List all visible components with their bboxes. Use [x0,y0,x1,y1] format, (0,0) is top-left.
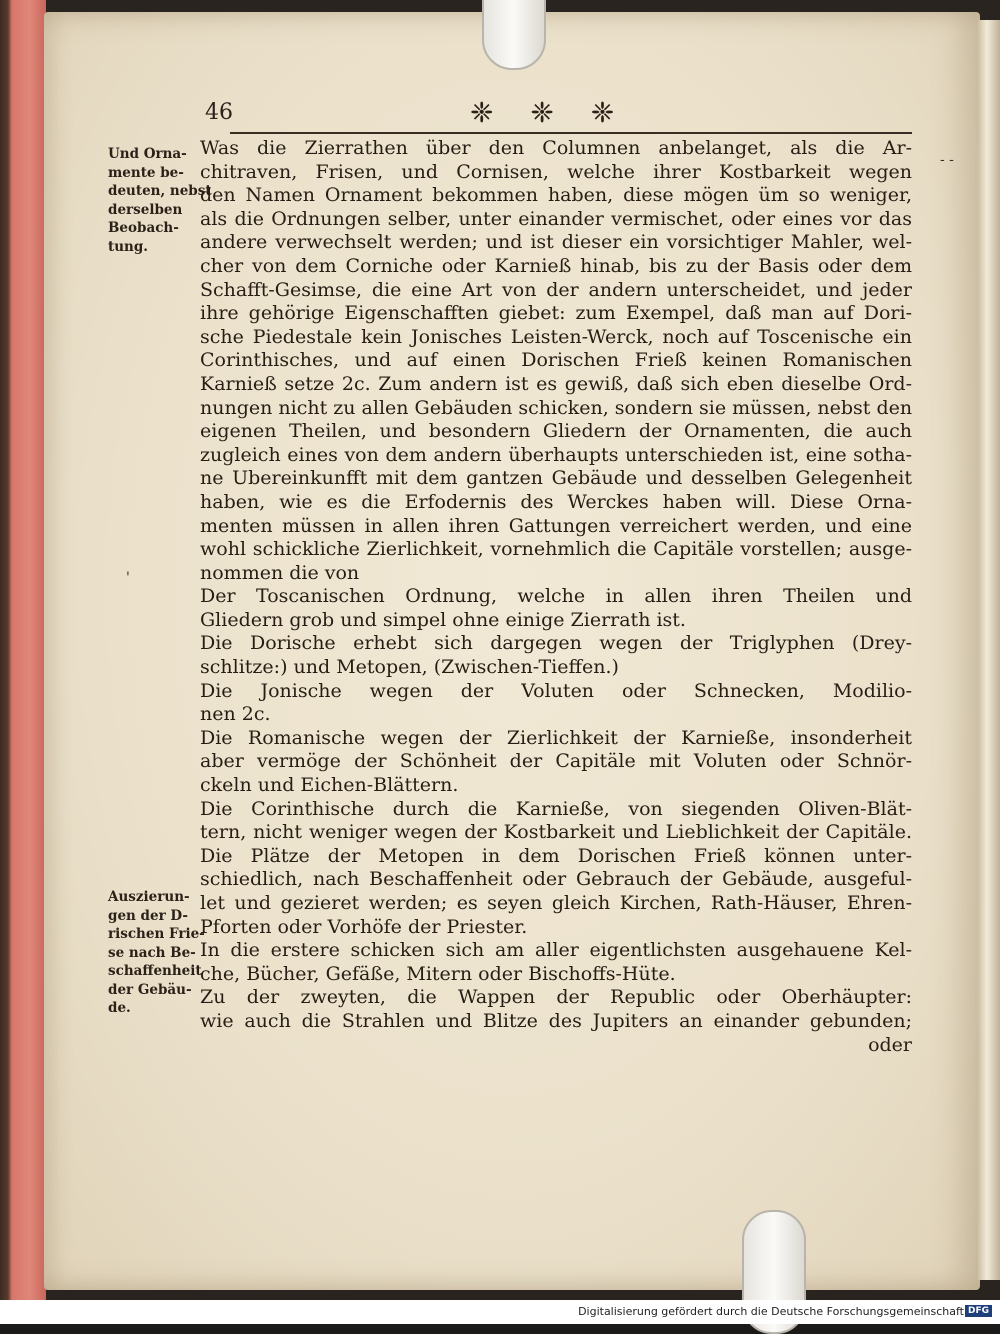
margin-note-doric-frieze [108,888,206,1018]
text-line: cher von dem Corniche oder Karnieß hinab, bis zu der Basis oder dem [200,254,912,277]
text-line: nungen nicht zu allen Gebäuden schicken, sondern sie müssen, nebst den [200,396,912,419]
margin-note-line: gen der D- [108,907,188,924]
header-rule [230,132,912,134]
text-line: Die Corinthische durch die Karnieße, von siegenden Oliven-Blät- [200,797,912,820]
text-line: nommen die von [200,561,360,584]
text-line: wohl schickliche Zierlichkeit, vornehmlich die Capitäle vorstellen; ausge- [200,538,912,561]
margin-note-line: tung. [108,238,149,255]
text-line: let und gezieret werden; es seyen gleich Kirchen, Rath-Häuser, Ehren- [200,892,912,914]
text-line: ihre gehörige Eigenschafften giebet: zum Exempel, daß man auf Dori- [200,302,912,325]
margin-note-line: schaffenheit [108,963,202,979]
text-line: als die Ordnungen selber, unter einander vermischet, oder eines vor das [200,207,912,230]
page-clip-top [482,0,546,70]
header-ornament: ❈ ❈ ❈ [470,96,629,129]
margin-note-line: mente be- [108,164,184,181]
text-line: Der Toscanischen Ordnung, welche in allen ihren Theilen und [200,585,912,608]
margin-note-line: de. [108,1000,131,1016]
text-line: Corinthisches, und auf einen Dorischen Frieß keinen Romanischen [200,349,912,372]
edge-mark: - - [940,152,954,168]
text-line: Gliedern grob und simpel ohne einige Zierrath ist. [200,608,686,631]
text-line: wie auch die Strahlen und Blitze des Jupiters an einander gebunden; [200,1009,912,1032]
text-line: haben, wie es die Erfodernis des Werckes haben will. Diese Orna- [200,490,912,513]
text-line: menten müssen in allen ihren Gattungen verreichert werden, und eine [200,514,912,537]
text-line: Die Jonische wegen der Voluten oder Schnecken, Modilio- [200,679,912,702]
text-line: Die Dorische erhebt sich dargegen wegen der Triglyphen (Drey- [200,632,912,655]
text-line: Schafft-Gesimse, die eine Art von der andern unterscheidet, und jeder [200,278,912,301]
text-line: den Namen Ornament bekommen haben, diese mögen üm so weniger, [200,184,912,207]
text-line: ne Ubereinkunfft mit dem gantzen Gebäude und desselben Gelegenheit [200,467,912,490]
page-stack-edge [978,20,1000,1280]
text-line: ckeln und Eichen-Blättern. [200,774,459,797]
text-line: nen 2c. [200,703,271,726]
text-line: andere verwechselt werden; und ist dieser ein vorsichtiger Mahler, wel- [200,231,912,254]
margin-note-line: deuten, nebst [108,183,212,199]
footer-credit: Digitalisierung gefördert durch die Deutsche Forschungsgemeinschaft [578,1305,964,1318]
text-line: Zu der zweyten, die Wappen der Republic oder Oberhäupter: [200,986,912,1009]
text-line: In die erstere schicken sich am aller eigentlichsten ausgehauene Kel- [200,939,912,962]
body-text [200,137,912,1057]
margin-note-line: derselben [108,201,183,218]
text-line: che, Bücher, Gefäße, Mitern oder Bischoffs-Hüte. [200,962,676,985]
text-line: Was die Zierrathen über den Columnen anbelanget, als die Ar- [200,137,912,159]
text-line: schlitze:) und Metopen, (Zwischen-Tieffen.) [200,656,619,679]
text-line: eigenen Theilen, und besondern Gliedern der Ornamenten, die auch [200,420,912,443]
book-cover-edge [0,0,46,1300]
margin-note-ornaments [108,145,212,256]
text-line: Karnieß setze 2c. Zum andern ist es gewiß, daß sich eben dieselbe Ord- [200,372,912,395]
text-line: sche Piedestale kein Jonisches Leisten-Werck, noch auf Toscenische ein [200,325,912,348]
margin-note-line: se nach Be- [108,944,196,961]
dfg-logo: DFG [965,1305,992,1317]
text-line: chitraven, Frisen, und Cornisen, welche ihrer Kostbarkeit wegen [200,160,912,183]
text-line: tern, nicht weniger wegen der Kostbarkeit und Lieblichkeit der Capitäle. [200,821,912,844]
margin-note-line: Auszierun- [108,889,190,905]
text-line: schiedlich, nach Beschaffenheit oder Gebrauch der Gebäude, ausgeful- [200,868,912,891]
text-line: oder [868,1033,912,1056]
margin-note-line: Beobach- [108,220,179,236]
text-line: Pforten oder Vorhöfe der Priester. [200,915,528,938]
margin-note-line: rischen Frie- [108,926,205,942]
text-line: Die Plätze der Metopen in dem Dorischen Frieß können unter- [200,844,912,867]
margin-note-line: Und Orna- [108,146,187,162]
margin-note-line: der Gebäu- [108,981,192,998]
text-line: zugleich eines von dem andern überhaupts unterschieden ist, eine sotha- [200,443,912,466]
page-number: 46 [205,100,233,125]
text-line: Die Romanische wegen der Zierlichkeit der Karnieße, insonderheit [200,726,912,749]
stray-mark: ' [126,570,130,586]
text-line: aber vermöge der Schönheit der Capitäle mit Voluten oder Schnör- [200,750,912,773]
